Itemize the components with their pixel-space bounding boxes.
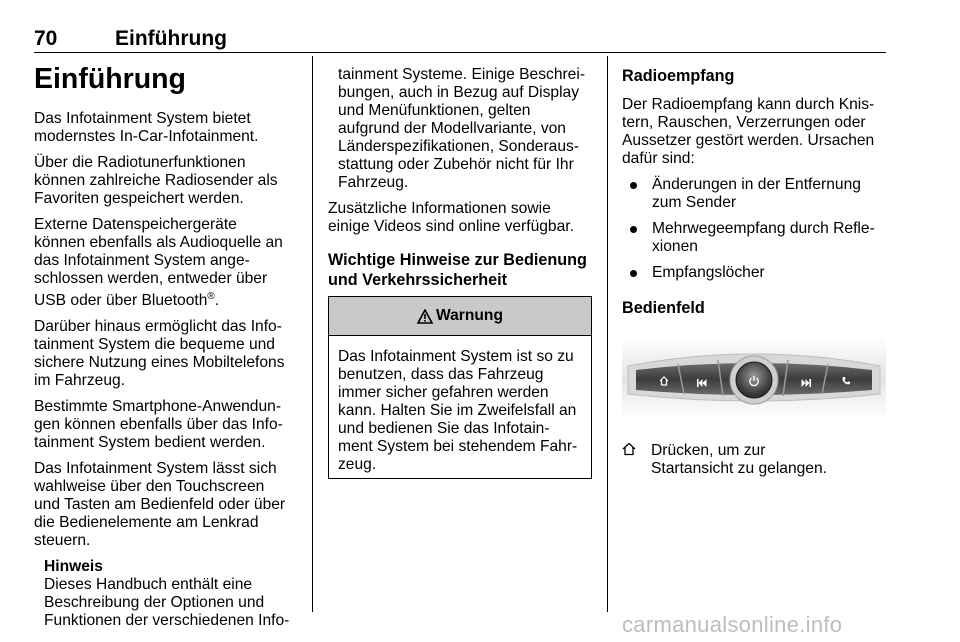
warning-box — [328, 296, 592, 479]
text-line: xionen — [652, 238, 698, 255]
column-1 — [34, 110, 304, 630]
text-line: Das Infotainment System ist so zu — [338, 348, 574, 365]
warning-title: Warnung — [436, 307, 503, 324]
paragraph-control — [34, 460, 304, 550]
text-line: und bedienen Sie das Infotain- — [338, 420, 550, 437]
text-line: Änderungen in der Entfernung — [652, 176, 861, 193]
text-line: zum Sender — [652, 194, 737, 211]
list-item — [622, 264, 887, 282]
text-line: gen können ebenfalls über das Info- — [34, 416, 283, 434]
text-line: können ebenfalls als Audioquelle an — [34, 234, 283, 251]
registered-mark: ® — [207, 291, 215, 302]
heading-line: und Verkehrssicherheit — [328, 271, 508, 289]
home-legend-text — [651, 442, 881, 478]
phone-icon — [841, 373, 851, 391]
text-line: und Tasten am Bedienfeld oder über — [34, 496, 286, 514]
chapter-title: Einführung — [34, 63, 186, 95]
power-icon — [748, 374, 760, 392]
text-line: aufgrund der Modellvariante, von — [338, 120, 566, 137]
column-2 — [328, 66, 598, 290]
text-line: im Fahrzeug. — [34, 372, 125, 390]
text-line: stattung oder Zubehör nicht für Ihr — [338, 156, 574, 173]
text-line: wahlweise über den Touchscreen — [34, 478, 265, 496]
column-divider-2 — [607, 56, 608, 612]
text-line: Das Infotainment System bietet — [34, 110, 251, 127]
text-line: Darüber hinaus ermöglicht das Info- — [34, 318, 282, 336]
text-line: tainment System bedient werden. — [34, 434, 266, 452]
note-box — [34, 558, 304, 630]
bullet-dot — [630, 226, 637, 233]
text-line: Fahrzeug. — [338, 174, 409, 191]
paragraph-phone — [34, 318, 304, 390]
note-title: Hinweis — [44, 558, 103, 576]
paragraph-radio — [34, 154, 304, 208]
text-line: Mehrwegeempfang durch Refle- — [652, 220, 875, 237]
home-legend-icon — [622, 442, 636, 461]
text-line: einige Videos sind online verfügbar. — [328, 218, 574, 235]
header-rule — [34, 52, 886, 53]
text-line: Aussetzer gestört werden. Ursachen — [622, 132, 875, 149]
text-line: ment System bei stehendem Fahr- — [338, 438, 578, 455]
paragraph-smartphone — [34, 398, 304, 452]
text-line: Beschreibung der Optionen und — [44, 594, 265, 612]
text-line: dafür sind: — [622, 150, 695, 167]
text-line: steuern. — [34, 532, 91, 550]
text-line: Das Infotainment System lässt sich — [34, 460, 277, 478]
warning-triangle-icon — [417, 309, 433, 324]
text-line: tainment Systeme. Einige Beschrei- — [338, 66, 586, 83]
running-header: Einführung — [115, 27, 227, 50]
text-line: Empfangslöcher — [652, 264, 765, 281]
column-3 — [622, 66, 887, 318]
text-fragment: . — [214, 292, 220, 310]
text-line: Über die Radiotunerfunktionen — [34, 154, 246, 171]
text-line: Startansicht zu gelangen. — [651, 460, 827, 477]
next-track-icon — [801, 374, 811, 392]
text-line: Bestimmte Smartphone-Anwendun- — [34, 398, 282, 416]
text-line: Funktionen der verschiedenen Info- — [44, 612, 290, 630]
text-line — [34, 288, 304, 310]
list-item — [622, 220, 887, 256]
column-divider-1 — [312, 56, 313, 612]
text-line: Dieses Handbuch enthält eine — [44, 576, 253, 594]
text-line: schlossen werden, entweder über — [34, 270, 268, 287]
paragraph-online — [328, 200, 598, 236]
watermark: carmanualsonline.info — [622, 612, 843, 637]
text-line: die Bedienelemente am Lenkrad — [34, 514, 259, 532]
section-heading-safety — [328, 250, 598, 290]
section-heading-radio: Radioempfang — [622, 67, 735, 85]
text-line: tern, Rauschen, Verzerrungen oder — [622, 114, 866, 131]
text-line: können zahlreiche Radiosender als — [34, 172, 278, 189]
previous-track-icon — [697, 374, 707, 392]
text-line: zeug. — [338, 456, 377, 473]
text-line: benutzen, dass das Fahrzeug — [338, 366, 544, 383]
text-line: Der Radioempfang kann durch Knis- — [622, 96, 875, 113]
paragraph-storage — [34, 216, 304, 310]
bullet-dot — [630, 270, 637, 277]
note-continuation — [328, 66, 598, 192]
section-heading-panel: Bedienfeld — [622, 299, 705, 317]
text-line: Zusätzliche Informationen sowie — [328, 200, 551, 217]
text-line: tainment System die bequeme und — [34, 336, 275, 354]
list-item — [622, 176, 887, 212]
text-line: Favoriten gespeichert werden. — [34, 190, 244, 207]
text-line: kann. Halten Sie im Zweifelsfall an — [338, 402, 577, 419]
bullet-dot — [630, 182, 637, 189]
text-line: und Menüfunktionen, gelten — [338, 102, 531, 119]
text-line: Länderspezifikationen, Sonderaus- — [338, 138, 579, 155]
home-icon — [659, 373, 669, 391]
text-line: Externe Datenspeichergeräte — [34, 216, 237, 233]
heading-line: Wichtige Hinweise zur Bedienung — [328, 251, 587, 269]
warning-header — [329, 297, 591, 336]
text-line: bungen, auch in Bezug auf Display — [338, 84, 580, 101]
text-line: sichere Nutzung eines Mobiltelefons — [34, 354, 285, 372]
warning-text — [329, 336, 591, 474]
control-panel-image — [622, 336, 886, 420]
text-fragment: USB oder über Bluetooth — [34, 292, 208, 310]
paragraph-intro — [34, 110, 304, 146]
text-line: immer sicher gefahren werden — [338, 384, 549, 401]
page-number: 70 — [34, 27, 58, 50]
text-line: modernstes In-Car-Infotainment. — [34, 128, 259, 145]
text-line: das Infotainment System ange- — [34, 252, 250, 269]
text-line: Drücken, um zur — [651, 442, 766, 459]
paragraph-radio-intro — [622, 96, 887, 168]
